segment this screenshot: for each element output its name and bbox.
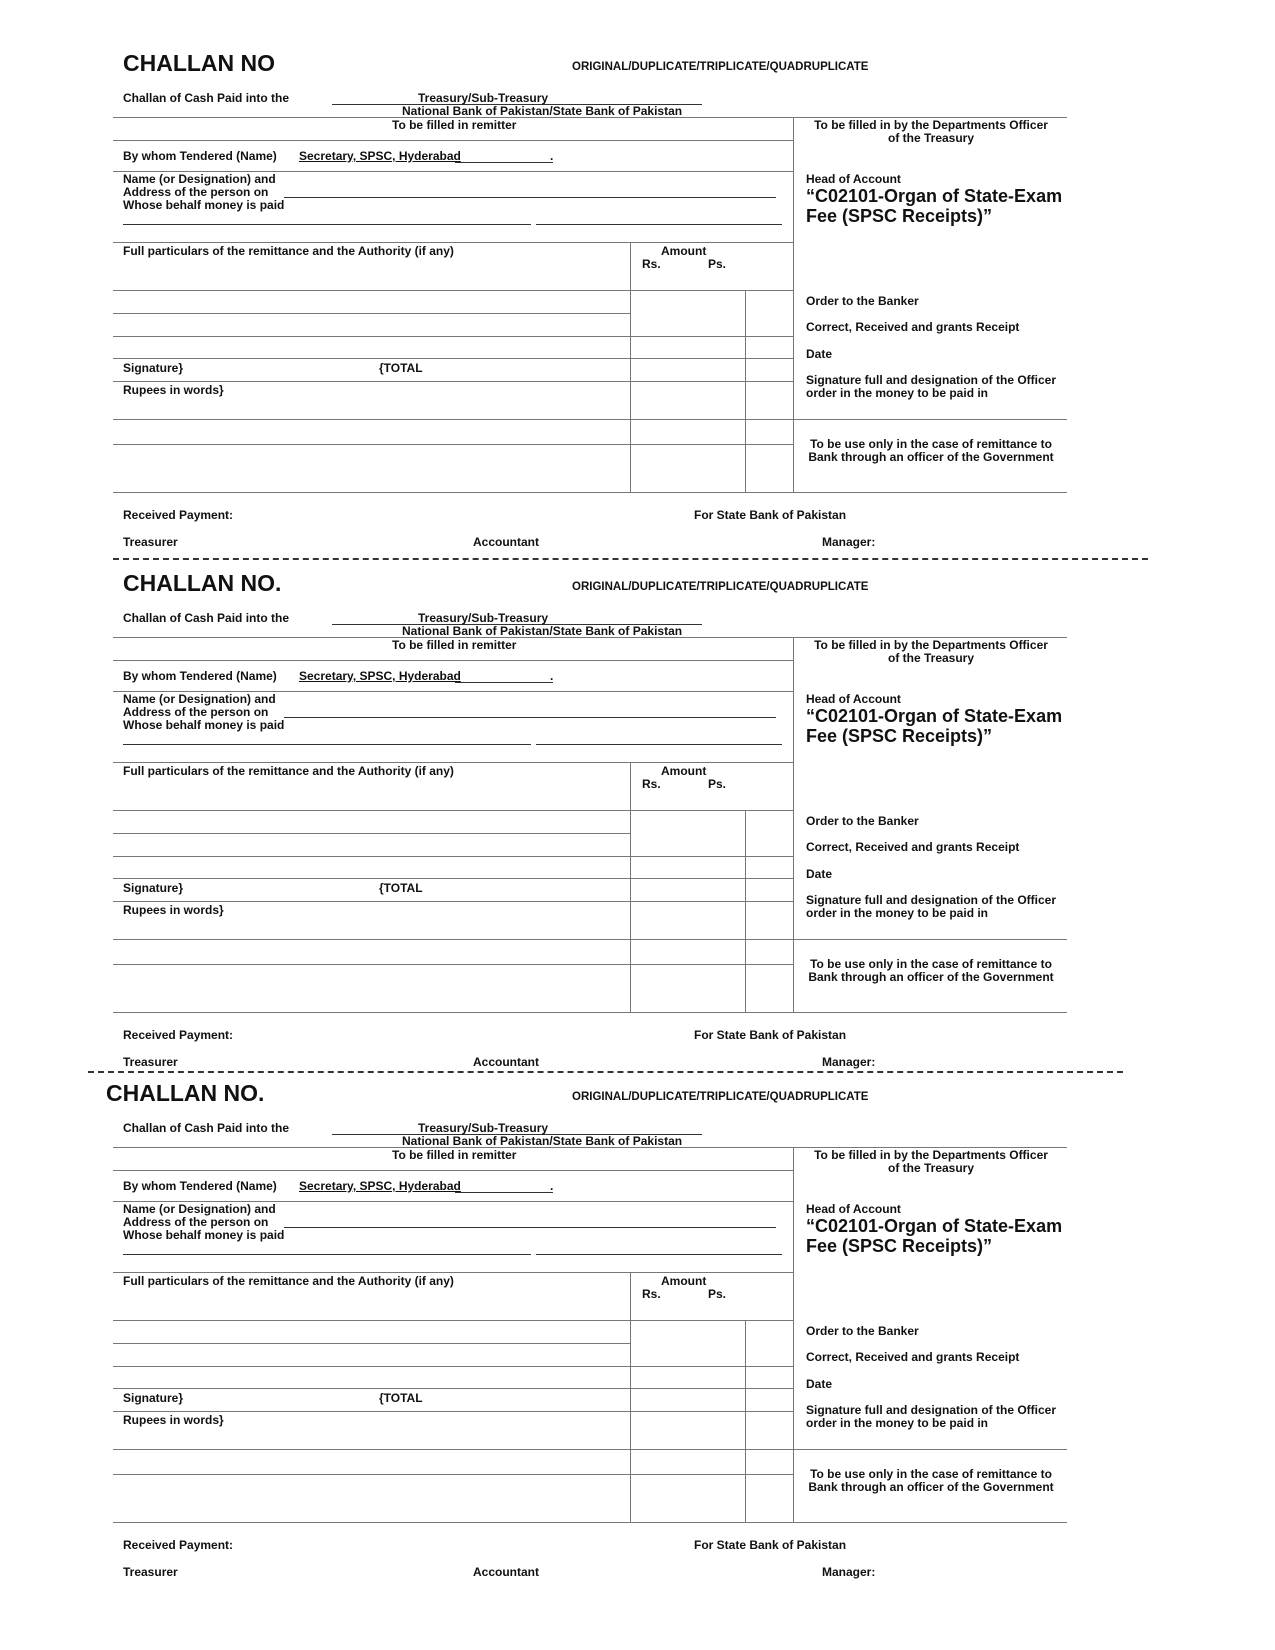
- remitter-header: To be filled in remitter: [392, 1148, 517, 1162]
- rs-label: Rs.: [642, 777, 661, 791]
- address-underline-2b: [536, 744, 782, 745]
- col-rs: [630, 242, 631, 492]
- head-of-account-value-2: Fee (SPSC Receipts)”: [806, 1236, 993, 1256]
- col-dept: [793, 117, 794, 492]
- rule-row-7: [113, 964, 793, 965]
- col-ps: [745, 1320, 746, 1522]
- rule-particulars: [113, 1272, 793, 1273]
- tendered-underline: [455, 162, 553, 163]
- use-only-2: Bank through an officer of the Government: [808, 1480, 1054, 1494]
- signature-full-2: order in the money to be paid in: [806, 906, 989, 920]
- dept-header-2: of the Treasury: [887, 651, 975, 665]
- use-only-2: Bank through an officer of the Government: [808, 450, 1054, 464]
- correct-received-label: Correct, Received and grants Receipt: [806, 840, 1020, 854]
- rule-row-4: [113, 878, 793, 879]
- rule-row-1: [113, 810, 793, 811]
- total-label: {TOTAL: [379, 1391, 423, 1405]
- received-payment-label: Received Payment:: [123, 508, 234, 522]
- rule-particulars: [113, 762, 793, 763]
- ps-label: Ps.: [708, 257, 727, 271]
- challan-slip: [0, 1030, 1275, 1550]
- rule-row-5: [113, 901, 793, 902]
- address-underline: [284, 197, 776, 198]
- cash-paid-label: Challan of Cash Paid into the: [123, 1121, 290, 1135]
- accountant-label: Accountant: [473, 1565, 539, 1579]
- col-ps: [745, 290, 746, 492]
- rule-remitter: [113, 1170, 793, 1171]
- col-rs: [630, 1272, 631, 1522]
- rule-row-4: [113, 358, 793, 359]
- signature-full-2: order in the money to be paid in: [806, 1416, 989, 1430]
- amount-label: Amount: [661, 244, 707, 258]
- head-of-account-label: Head of Account: [806, 172, 901, 186]
- remitter-header: To be filled in remitter: [392, 118, 517, 132]
- rule-row-5: [113, 1411, 793, 1412]
- rule-row-2: [113, 313, 630, 314]
- address-underline-2a: [123, 744, 531, 745]
- for-sbp-label: For State Bank of Pakistan: [694, 1538, 847, 1552]
- treasurer-label: Treasurer: [123, 535, 178, 549]
- received-payment-label: Received Payment:: [123, 1538, 234, 1552]
- rule-row-6: [113, 939, 1067, 940]
- cash-paid-label: Challan of Cash Paid into the: [123, 611, 290, 625]
- total-label: {TOTAL: [379, 361, 423, 375]
- name-line-2: Address of the person on: [123, 705, 269, 719]
- address-underline-2a: [123, 1254, 531, 1255]
- rule-row-1: [113, 290, 793, 291]
- amount-label: Amount: [661, 1274, 707, 1288]
- dept-header-1: To be filled in by the Departments Officer: [814, 1148, 1048, 1162]
- tendered-dot: .: [550, 149, 554, 163]
- address-underline-2b: [536, 224, 782, 225]
- tendered-dot: .: [550, 1179, 554, 1193]
- manager-label: Manager:: [822, 535, 876, 549]
- order-banker-label: Order to the Banker: [806, 1324, 919, 1338]
- name-line-3: Whose behalf money is paid: [123, 718, 285, 732]
- accountant-label: Accountant: [473, 1055, 539, 1069]
- cut-line-1: [113, 558, 1148, 560]
- cut-line-2: [88, 1071, 1123, 1073]
- correct-received-label: Correct, Received and grants Receipt: [806, 1350, 1020, 1364]
- particulars-label: Full particulars of the remittance and the Authority (if any): [123, 764, 454, 778]
- name-line-2: Address of the person on: [123, 1215, 269, 1229]
- date-label: Date: [806, 867, 833, 881]
- manager-label: Manager:: [822, 1565, 876, 1579]
- head-of-account-value-2: Fee (SPSC Receipts)”: [806, 206, 993, 226]
- use-only-1: To be use only in the case of remittance to: [810, 1467, 1052, 1481]
- challan-slip: [0, 520, 1275, 1040]
- rule-particulars: [113, 242, 793, 243]
- challan-title: CHALLAN NO.: [123, 570, 282, 596]
- use-only-1: To be use only in the case of remittance to: [810, 437, 1052, 451]
- head-of-account-label: Head of Account: [806, 692, 901, 706]
- rule-remitter: [113, 660, 793, 661]
- rs-label: Rs.: [642, 1287, 661, 1301]
- head-of-account-label: Head of Account: [806, 1202, 901, 1216]
- rule-row-4: [113, 1388, 793, 1389]
- total-label: {TOTAL: [379, 881, 423, 895]
- tendered-label: By whom Tendered (Name): [123, 149, 277, 163]
- copy-marks: ORIGINAL/DUPLICATE/TRIPLICATE/QUADRUPLICATE: [572, 61, 869, 73]
- treasurer-label: Treasurer: [123, 1565, 178, 1579]
- received-payment-label: Received Payment:: [123, 1028, 234, 1042]
- name-line-1: Name (or Designation) and: [123, 1202, 276, 1216]
- tendered-underline: [455, 1192, 553, 1193]
- manager-label: Manager:: [822, 1055, 876, 1069]
- head-of-account-value-1: “C02101-Organ of State-Exam: [806, 186, 1063, 206]
- dept-header-1: To be filled in by the Departments Officer: [814, 638, 1048, 652]
- address-underline: [284, 1227, 776, 1228]
- treasury-label: Treasury/Sub-Treasury: [418, 1121, 549, 1135]
- tendered-underline: [455, 682, 553, 683]
- use-only-1: To be use only in the case of remittance to: [810, 957, 1052, 971]
- treasury-label: Treasury/Sub-Treasury: [418, 91, 549, 105]
- tendered-value: Secretary, SPSC, Hyderabad: [299, 1179, 461, 1193]
- rule-row-2: [113, 833, 630, 834]
- address-underline: [284, 717, 776, 718]
- rule-bottom: [113, 1012, 1067, 1013]
- dept-header-2: of the Treasury: [887, 1161, 975, 1175]
- amount-label: Amount: [661, 764, 707, 778]
- banks-label: National Bank of Pakistan/State Bank of Pakistan: [402, 624, 683, 638]
- rule-row-7: [113, 1474, 793, 1475]
- signature-full-1: Signature full and designation of the Officer: [806, 893, 1057, 907]
- signature-label: Signature}: [123, 1391, 184, 1405]
- date-label: Date: [806, 347, 833, 361]
- for-sbp-label: For State Bank of Pakistan: [694, 508, 847, 522]
- rule-row-2: [113, 1343, 630, 1344]
- signature-full-1: Signature full and designation of the Officer: [806, 373, 1057, 387]
- treasurer-label: Treasurer: [123, 1055, 178, 1069]
- head-of-account-value-1: “C02101-Organ of State-Exam: [806, 1216, 1063, 1236]
- challan-title: CHALLAN NO: [123, 50, 276, 76]
- copy-marks: ORIGINAL/DUPLICATE/TRIPLICATE/QUADRUPLICATE: [572, 1091, 869, 1103]
- banks-label: National Bank of Pakistan/State Bank of Pakistan: [402, 1134, 683, 1148]
- name-line-3: Whose behalf money is paid: [123, 198, 285, 212]
- ps-label: Ps.: [708, 1287, 727, 1301]
- dept-header-2: of the Treasury: [887, 131, 975, 145]
- copy-marks: ORIGINAL/DUPLICATE/TRIPLICATE/QUADRUPLICATE: [572, 581, 869, 593]
- name-line-1: Name (or Designation) and: [123, 692, 276, 706]
- rule-row-1: [113, 1320, 793, 1321]
- challan-title: CHALLAN NO.: [106, 1080, 265, 1106]
- tendered-value: Secretary, SPSC, Hyderabad: [299, 669, 461, 683]
- rule-bottom: [113, 492, 1067, 493]
- cash-paid-label: Challan of Cash Paid into the: [123, 91, 290, 105]
- name-line-2: Address of the person on: [123, 185, 269, 199]
- rule-row-3: [113, 1366, 793, 1367]
- rule-row-5: [113, 381, 793, 382]
- col-dept: [793, 637, 794, 1012]
- tendered-value: Secretary, SPSC, Hyderabad: [299, 149, 461, 163]
- rupees-words-label: Rupees in words}: [123, 383, 224, 397]
- head-of-account-value-2: Fee (SPSC Receipts)”: [806, 726, 993, 746]
- rule-row-6: [113, 1449, 1067, 1450]
- for-sbp-label: For State Bank of Pakistan: [694, 1028, 847, 1042]
- rule-row-3: [113, 856, 793, 857]
- tendered-label: By whom Tendered (Name): [123, 669, 277, 683]
- dept-header-1: To be filled in by the Departments Officer: [814, 118, 1048, 132]
- name-line-3: Whose behalf money is paid: [123, 1228, 285, 1242]
- signature-full-2: order in the money to be paid in: [806, 386, 989, 400]
- name-line-1: Name (or Designation) and: [123, 172, 276, 186]
- date-label: Date: [806, 1377, 833, 1391]
- order-banker-label: Order to the Banker: [806, 814, 919, 828]
- signature-label: Signature}: [123, 361, 184, 375]
- challan-slip: [0, 0, 1275, 520]
- col-ps: [745, 810, 746, 1012]
- particulars-label: Full particulars of the remittance and the Authority (if any): [123, 1274, 454, 1288]
- use-only-2: Bank through an officer of the Government: [808, 970, 1054, 984]
- address-underline-2a: [123, 224, 531, 225]
- treasury-label: Treasury/Sub-Treasury: [418, 611, 549, 625]
- col-rs: [630, 762, 631, 1012]
- accountant-label: Accountant: [473, 535, 539, 549]
- remitter-header: To be filled in remitter: [392, 638, 517, 652]
- particulars-label: Full particulars of the remittance and the Authority (if any): [123, 244, 454, 258]
- address-underline-2b: [536, 1254, 782, 1255]
- signature-label: Signature}: [123, 881, 184, 895]
- rupees-words-label: Rupees in words}: [123, 903, 224, 917]
- correct-received-label: Correct, Received and grants Receipt: [806, 320, 1020, 334]
- rule-row-7: [113, 444, 793, 445]
- order-banker-label: Order to the Banker: [806, 294, 919, 308]
- rupees-words-label: Rupees in words}: [123, 1413, 224, 1427]
- head-of-account-value-1: “C02101-Organ of State-Exam: [806, 706, 1063, 726]
- tendered-dot: .: [550, 669, 554, 683]
- tendered-label: By whom Tendered (Name): [123, 1179, 277, 1193]
- col-dept: [793, 1147, 794, 1522]
- signature-full-1: Signature full and designation of the Officer: [806, 1403, 1057, 1417]
- ps-label: Ps.: [708, 777, 727, 791]
- rs-label: Rs.: [642, 257, 661, 271]
- rule-bottom: [113, 1522, 1067, 1523]
- rule-row-3: [113, 336, 793, 337]
- banks-label: National Bank of Pakistan/State Bank of Pakistan: [402, 104, 683, 118]
- rule-row-6: [113, 419, 1067, 420]
- rule-remitter: [113, 140, 793, 141]
